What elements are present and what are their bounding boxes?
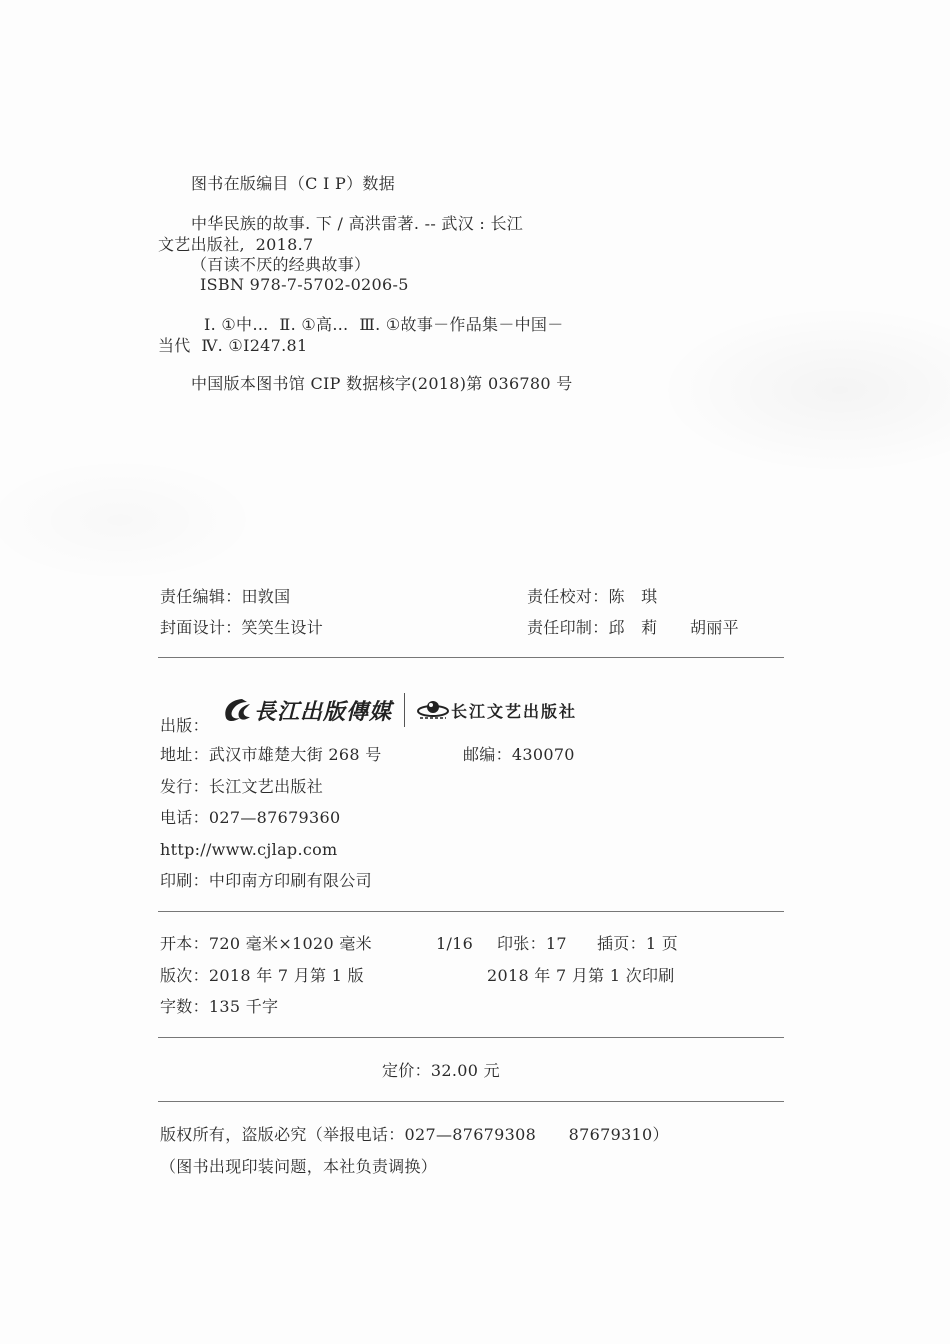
cip-number: 中国版本图书馆 CIP 数据核字(2018)第 036780 号 <box>191 374 573 393</box>
edition: 版次：2018 年 7 月第 1 版 <box>160 966 364 985</box>
plates: 插页：1 页 <box>597 934 679 953</box>
changjiang-media-logo <box>220 695 392 726</box>
changjiang-literature-logo-text: 长江文艺出版社 <box>451 701 578 721</box>
cip-heading: 图书在版编目（C I P）数据 <box>191 174 396 193</box>
cip-title-line-2: 文艺出版社, 2018.7 <box>158 235 314 254</box>
divider-1 <box>158 657 784 658</box>
publisher-logos <box>220 692 577 728</box>
impression: 2018 年 7 月第 1 次印刷 <box>487 966 675 985</box>
changjiang-literature-logo <box>415 696 577 724</box>
publisher-postcode: 邮编：430070 <box>463 745 575 764</box>
divider-3 <box>158 1037 784 1038</box>
divider-4 <box>158 1101 784 1102</box>
changjiang-media-logo-text: 長江出版傳媒 <box>254 698 393 725</box>
word-count: 字数：135 千字 <box>160 997 279 1016</box>
distributor: 发行：长江文艺出版社 <box>160 777 324 796</box>
divider-2 <box>158 911 784 912</box>
swoosh-icon <box>220 696 254 724</box>
logo-divider <box>404 693 405 727</box>
planet-ring-icon <box>415 696 451 724</box>
publisher-label: 出版： <box>160 716 209 735</box>
cip-series: （百读不厌的经典故事） <box>191 255 371 274</box>
printing-supervisor-credit: 责任印制：邱 莉 胡丽平 <box>527 618 739 637</box>
proofreader-credit: 责任校对：陈 琪 <box>527 587 658 606</box>
book-format: 开本：720 毫米×1020 毫米 <box>160 934 372 953</box>
cover-design-credit: 封面设计：笑笑生设计 <box>160 618 324 637</box>
cip-title-line-1: 中华民族的故事. 下 / 高洪雷著. -- 武汉 : 长江 <box>191 214 524 233</box>
book-fold: 1/16 <box>436 934 474 953</box>
copyright-notice: 版权所有，盗版必究（举报电话：027—87679308 87679310） <box>160 1125 669 1144</box>
publisher-phone: 电话：027—87679360 <box>160 808 341 827</box>
editor-credit: 责任编辑：田敦国 <box>160 587 291 606</box>
print-sheets: 印张：17 <box>497 934 567 953</box>
publisher-website: http://www.cjlap.com <box>160 840 338 859</box>
publisher-address: 地址：武汉市雄楚大街 268 号 <box>160 745 382 764</box>
price: 定价：32.00 元 <box>382 1061 500 1080</box>
cip-classification-line-1: Ⅰ. ①中… Ⅱ. ①高… Ⅲ. ①故事－作品集－中国－ <box>204 315 564 334</box>
printer: 印刷：中印南方印刷有限公司 <box>160 871 372 890</box>
cip-isbn: ISBN 978-7-5702-0206-5 <box>200 275 409 294</box>
cip-classification-line-2: 当代 Ⅳ. ①I247.81 <box>158 336 308 355</box>
quality-note: （图书出现印装问题，本社负责调换） <box>160 1157 438 1176</box>
